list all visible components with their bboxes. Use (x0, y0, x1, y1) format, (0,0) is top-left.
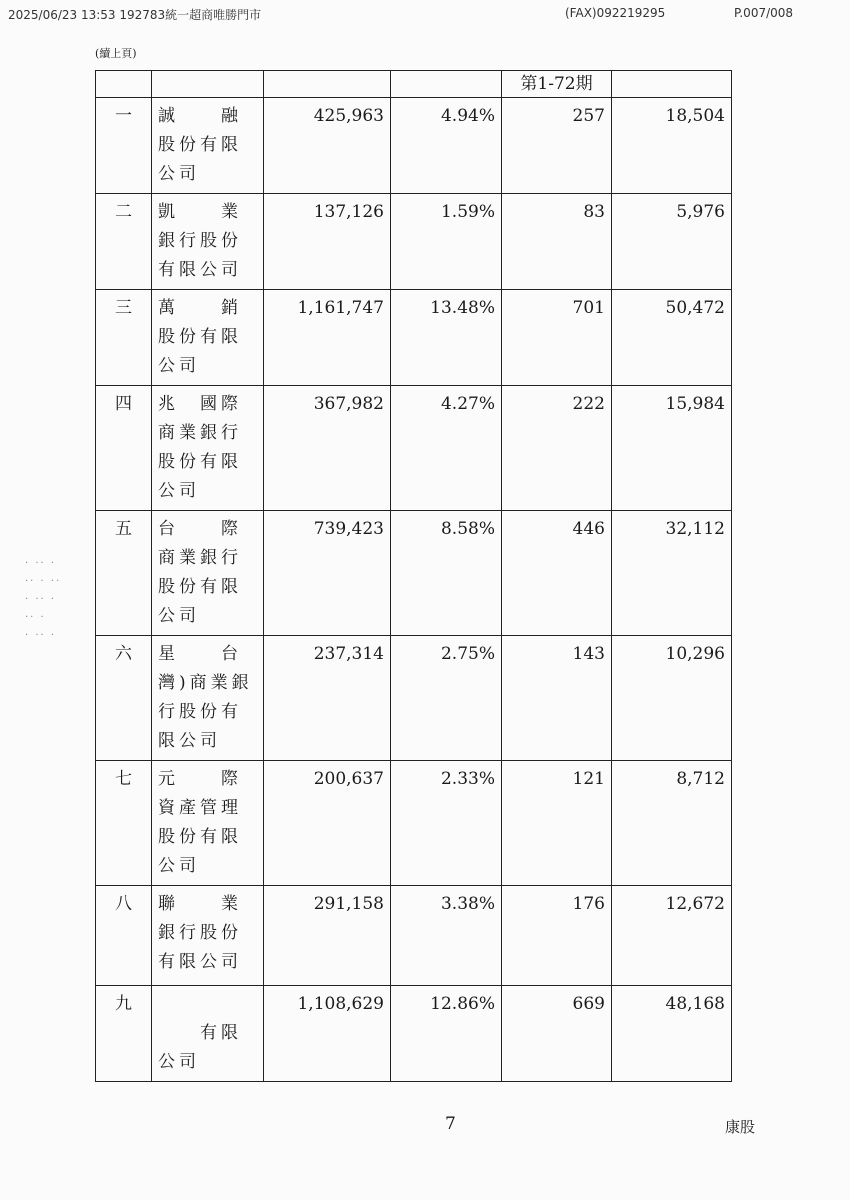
total-repayment: 8,712 (612, 761, 732, 886)
creditor-name-line: 公司 (158, 356, 200, 376)
creditor-name-line: 公司 (158, 1052, 200, 1072)
row-index: 七 (96, 761, 152, 886)
row-index: 一 (96, 98, 152, 194)
debt-amount: 1,161,747 (264, 290, 391, 386)
creditor-name-line: 限公司 (158, 731, 221, 751)
installment-amount: 176 (502, 886, 612, 986)
debt-percentage: 2.33% (391, 761, 502, 886)
total-repayment: 50,472 (612, 290, 732, 386)
creditor-name-line: 行股份有 (158, 702, 242, 722)
installment-amount: 669 (502, 986, 612, 1082)
table-header-row (96, 71, 732, 98)
creditor-name (152, 636, 264, 761)
table-row (96, 194, 732, 290)
fax-page: P.007/008 (734, 6, 794, 20)
header-cell (391, 71, 502, 98)
table-row (96, 290, 732, 386)
debt-percentage: 3.38% (391, 886, 502, 986)
creditor-name-line: 有限公司 (158, 952, 242, 972)
total-repayment: 18,504 (612, 98, 732, 194)
creditor-name (152, 386, 264, 511)
table-row (96, 511, 732, 636)
debt-percentage: 4.27% (391, 386, 502, 511)
creditor-name-line (158, 990, 257, 1019)
scan-artifact: · ·· · ·· · ·· · ·· · ·· · · ·· · (25, 558, 62, 641)
fax-header (0, 6, 850, 26)
row-index: 二 (96, 194, 152, 290)
continued-note: (續上頁) (95, 47, 137, 60)
row-index: 四 (96, 386, 152, 511)
row-index: 三 (96, 290, 152, 386)
creditor-name-line: 台 際 (158, 519, 242, 539)
row-index: 六 (96, 636, 152, 761)
creditor-name (152, 98, 264, 194)
creditor-name-line: 有限公司 (158, 260, 242, 280)
creditor-name-line: 公司 (158, 481, 200, 501)
debt-amount: 425,963 (264, 98, 391, 194)
table-row (96, 886, 732, 986)
header-period: 第1-72期 (502, 71, 612, 98)
debt-amount: 291,158 (264, 886, 391, 986)
creditor-name (152, 194, 264, 290)
creditor-name (152, 886, 264, 986)
creditor-name-line: 星 台 (158, 644, 242, 664)
creditor-name-line: 公司 (158, 856, 200, 876)
debt-amount: 200,637 (264, 761, 391, 886)
creditor-name-line: 萬 銷 (158, 298, 242, 318)
total-repayment: 15,984 (612, 386, 732, 511)
creditor-name-line: 股份有限 (158, 577, 242, 597)
creditor-name-line: 灣)商業銀 (158, 673, 253, 693)
total-repayment: 32,112 (612, 511, 732, 636)
creditor-name-line: 股份有限 (158, 327, 242, 347)
debt-percentage: 13.48% (391, 290, 502, 386)
total-repayment: 48,168 (612, 986, 732, 1082)
debt-percentage: 4.94% (391, 98, 502, 194)
creditor-name-line: 元 際 (158, 769, 242, 789)
total-repayment: 10,296 (612, 636, 732, 761)
installment-amount: 701 (502, 290, 612, 386)
creditor-name-line: 銀行股份 (158, 231, 242, 251)
header-cell (264, 71, 391, 98)
creditor-name-line: 公司 (158, 606, 200, 626)
page-number: 7 (445, 1114, 456, 1134)
debt-amount: 739,423 (264, 511, 391, 636)
creditor-name-line: 股份有限 (158, 827, 242, 847)
installment-amount: 83 (502, 194, 612, 290)
table-row (96, 98, 732, 194)
installment-amount: 446 (502, 511, 612, 636)
table-row (96, 986, 732, 1082)
creditor-name-line: 股份有限 (158, 452, 242, 472)
creditor-name-line: 凱 業 (158, 202, 242, 222)
installment-amount: 143 (502, 636, 612, 761)
debt-percentage: 1.59% (391, 194, 502, 290)
table-row (96, 761, 732, 886)
creditor-name-line: 有限 (158, 1023, 242, 1043)
creditor-name-line: 資產管理 (158, 798, 242, 818)
fax-datetime-sender: 2025/06/23 13:53 192783統一超商唯勝門市 (8, 8, 262, 22)
header-cell (152, 71, 264, 98)
total-repayment: 5,976 (612, 194, 732, 290)
debt-percentage: 8.58% (391, 511, 502, 636)
debt-amount: 1,108,629 (264, 986, 391, 1082)
row-index: 五 (96, 511, 152, 636)
creditor-name-line: 兆 國際 (158, 394, 242, 414)
installment-amount: 222 (502, 386, 612, 511)
creditor-name-line: 聯 業 (158, 894, 242, 914)
header-cell (612, 71, 732, 98)
table-row (96, 386, 732, 511)
debt-amount: 237,314 (264, 636, 391, 761)
row-index: 九 (96, 986, 152, 1082)
creditor-name-line: 銀行股份 (158, 923, 242, 943)
header-cell (96, 71, 152, 98)
creditor-name (152, 511, 264, 636)
creditor-name-line: 商業銀行 (158, 548, 242, 568)
creditor-table (95, 70, 732, 1082)
creditor-name-line: 股份有限 (158, 135, 242, 155)
debt-percentage: 12.86% (391, 986, 502, 1082)
creditor-name-line: 商業銀行 (158, 423, 242, 443)
debt-amount: 137,126 (264, 194, 391, 290)
table-row (96, 636, 732, 761)
row-index: 八 (96, 886, 152, 986)
total-repayment: 12,672 (612, 886, 732, 986)
debt-percentage: 2.75% (391, 636, 502, 761)
creditor-name-line: 誠 融 (158, 106, 242, 126)
footer-note: 康股 (725, 1118, 756, 1136)
fax-number: (FAX)092219295 (565, 6, 666, 20)
installment-amount: 257 (502, 98, 612, 194)
creditor-name (152, 761, 264, 886)
debt-amount: 367,982 (264, 386, 391, 511)
creditor-name-line: 公司 (158, 164, 200, 184)
creditor-name (152, 290, 264, 386)
creditor-name (152, 986, 264, 1082)
installment-amount: 121 (502, 761, 612, 886)
